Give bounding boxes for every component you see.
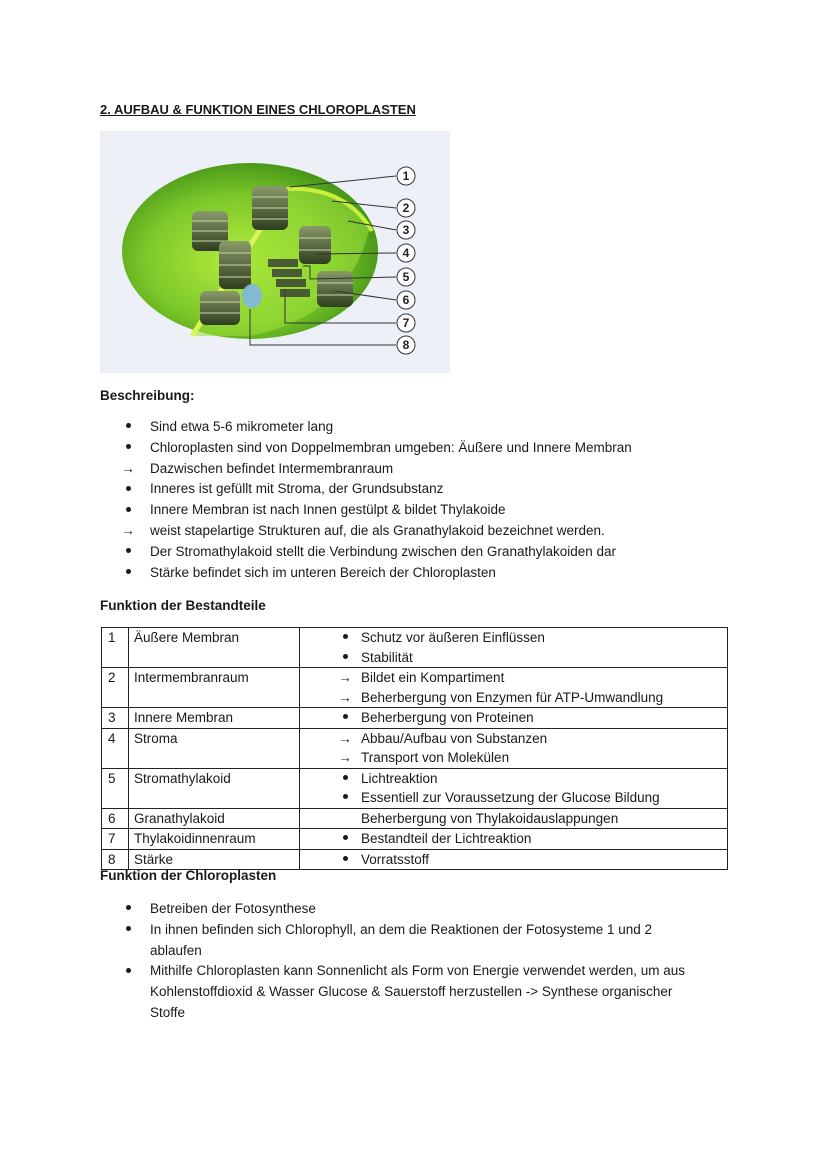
chloroplast-diagram (100, 131, 450, 373)
row-functions: Bestandteil der Lichtreaktion (300, 829, 728, 850)
row-component: Stromathylakoid (129, 768, 300, 808)
row-number: 6 (102, 808, 129, 829)
granum-top (252, 186, 288, 230)
bullet-icon (335, 850, 355, 870)
callout-3 (397, 221, 415, 239)
svg-text:5: 5 (402, 270, 410, 284)
row-number: 5 (102, 768, 129, 808)
bullet-icon (118, 417, 138, 438)
bullet-icon (118, 961, 138, 982)
bullet-icon (118, 563, 138, 584)
row-number: 8 (102, 849, 129, 870)
row-functions: Beherbergung von Thylakoidauslappungen (300, 808, 728, 829)
callout-5 (397, 268, 415, 286)
bullet-icon (118, 920, 138, 941)
bullet-icon (118, 899, 138, 920)
row-component: Granathylakoid (129, 808, 300, 829)
row-functions: → Bildet ein Kompartiment → Beherbergung von Enzymen für ATP-Umwandlung (300, 668, 728, 708)
table-row (102, 808, 728, 829)
document-title: 2. AUFBAU & FUNKTION EINES CHLOROPLASTEN (100, 102, 416, 117)
chloroplasten-list (118, 899, 718, 1024)
granum-mid-right (299, 226, 331, 264)
bullet-icon (118, 542, 138, 563)
row-number: 3 (102, 708, 129, 729)
row-functions: Beherbergung von Proteinen (300, 708, 728, 729)
list-item: Innere Membran ist nach Innen gestülpt & bildet Thylakoide (118, 500, 632, 521)
table-row (102, 849, 728, 870)
row-functions: Schutz vor äußeren Einflüssen Stabilität (300, 628, 728, 668)
svg-text:1: 1 (402, 169, 410, 183)
svg-text:6: 6 (402, 293, 410, 307)
bullet-icon (118, 438, 138, 459)
bullet-icon (335, 708, 355, 728)
list-item: Mithilfe Chloroplasten kann Sonnenlicht als Form von Energie verwendet werden, um aus Kohlenstoffdioxid & Wasser Glucose & Sauerstoff herzustellen -> Synthese organischer Stoffe (118, 961, 718, 1023)
table-row (102, 768, 728, 808)
list-item: Betreiben der Fotosynthese (118, 899, 718, 920)
bullet-icon (335, 648, 355, 668)
svg-text:8: 8 (402, 338, 410, 352)
table-row (102, 829, 728, 850)
row-functions: Vorratsstoff (300, 849, 728, 870)
svg-text:4: 4 (402, 246, 410, 260)
list-item: Chloroplasten sind von Doppelmembran umgeben: Äußere und Innere Membran (118, 438, 632, 459)
arrow-right-icon: → (121, 460, 135, 476)
row-number: 2 (102, 668, 129, 708)
callout-labels (397, 167, 415, 354)
row-component: Intermembranraum (129, 668, 300, 708)
bullet-icon (335, 769, 355, 789)
table-row (102, 728, 728, 768)
callout-6 (397, 291, 415, 309)
arrow-right-icon: → (338, 750, 352, 765)
chloroplasten-heading: Funktion der Chloroplasten (100, 868, 277, 883)
row-component: Thylakoidinnenraum (129, 829, 300, 850)
list-item: Sind etwa 5-6 mikrometer lang (118, 417, 632, 438)
arrow-right-icon: → (121, 522, 135, 538)
list-item: Inneres ist gefüllt mit Stroma, der Grundsubstanz (118, 479, 632, 500)
bestandteile-table (101, 627, 728, 870)
bullet-icon (335, 628, 355, 648)
row-component: Innere Membran (129, 708, 300, 729)
beschreibung-heading: Beschreibung: (100, 388, 195, 403)
callout-8 (397, 336, 415, 354)
beschreibung-list (118, 417, 632, 583)
list-item: Der Stromathylakoid stellt die Verbindung zwischen den Granathylakoiden dar (118, 542, 632, 563)
granum-lower (200, 291, 240, 325)
list-item: → weist stapelartige Strukturen auf, die als Granathylakoid bezeichnet werden. (118, 521, 632, 542)
list-item: → Dazwischen befindet Intermembranraum (118, 459, 632, 480)
row-number: 4 (102, 728, 129, 768)
bestandteile-heading: Funktion der Bestandteile (100, 598, 266, 613)
granum-center (219, 241, 251, 289)
callout-4 (397, 244, 415, 262)
chloroplast-illustration (100, 131, 450, 373)
list-item: In ihnen befinden sich Chlorophyll, an dem die Reaktionen der Fotosysteme 1 und 2 ablaufen (118, 920, 718, 962)
bullet-icon (118, 500, 138, 521)
row-number: 7 (102, 829, 129, 850)
row-number: 1 (102, 628, 129, 668)
table-row (102, 628, 728, 668)
svg-text:7: 7 (402, 316, 410, 330)
svg-text:2: 2 (402, 201, 410, 215)
callout-7 (397, 314, 415, 332)
table-row (102, 668, 728, 708)
callout-2 (397, 199, 415, 217)
arrow-right-icon: → (338, 689, 352, 705)
arrow-right-icon: → (338, 670, 352, 685)
svg-text:3: 3 (402, 223, 410, 237)
row-component: Äußere Membran (129, 628, 300, 668)
bullet-icon (335, 829, 355, 849)
row-component: Stärke (129, 849, 300, 870)
row-functions: Lichtreaktion Essentiell zur Voraussetzung der Glucose Bildung (300, 768, 728, 808)
list-item: Stärke befindet sich im unteren Bereich der Chloroplasten (118, 563, 632, 584)
granum-right (317, 271, 353, 307)
table-row (102, 708, 728, 729)
bullet-icon (335, 788, 355, 808)
bullet-icon (118, 479, 138, 500)
arrow-right-icon: → (338, 730, 352, 746)
starch-granule (242, 284, 262, 308)
row-functions: → Abbau/Aufbau von Substanzen → Transport von Molekülen (300, 728, 728, 768)
row-component: Stroma (129, 728, 300, 768)
callout-1 (397, 167, 415, 185)
